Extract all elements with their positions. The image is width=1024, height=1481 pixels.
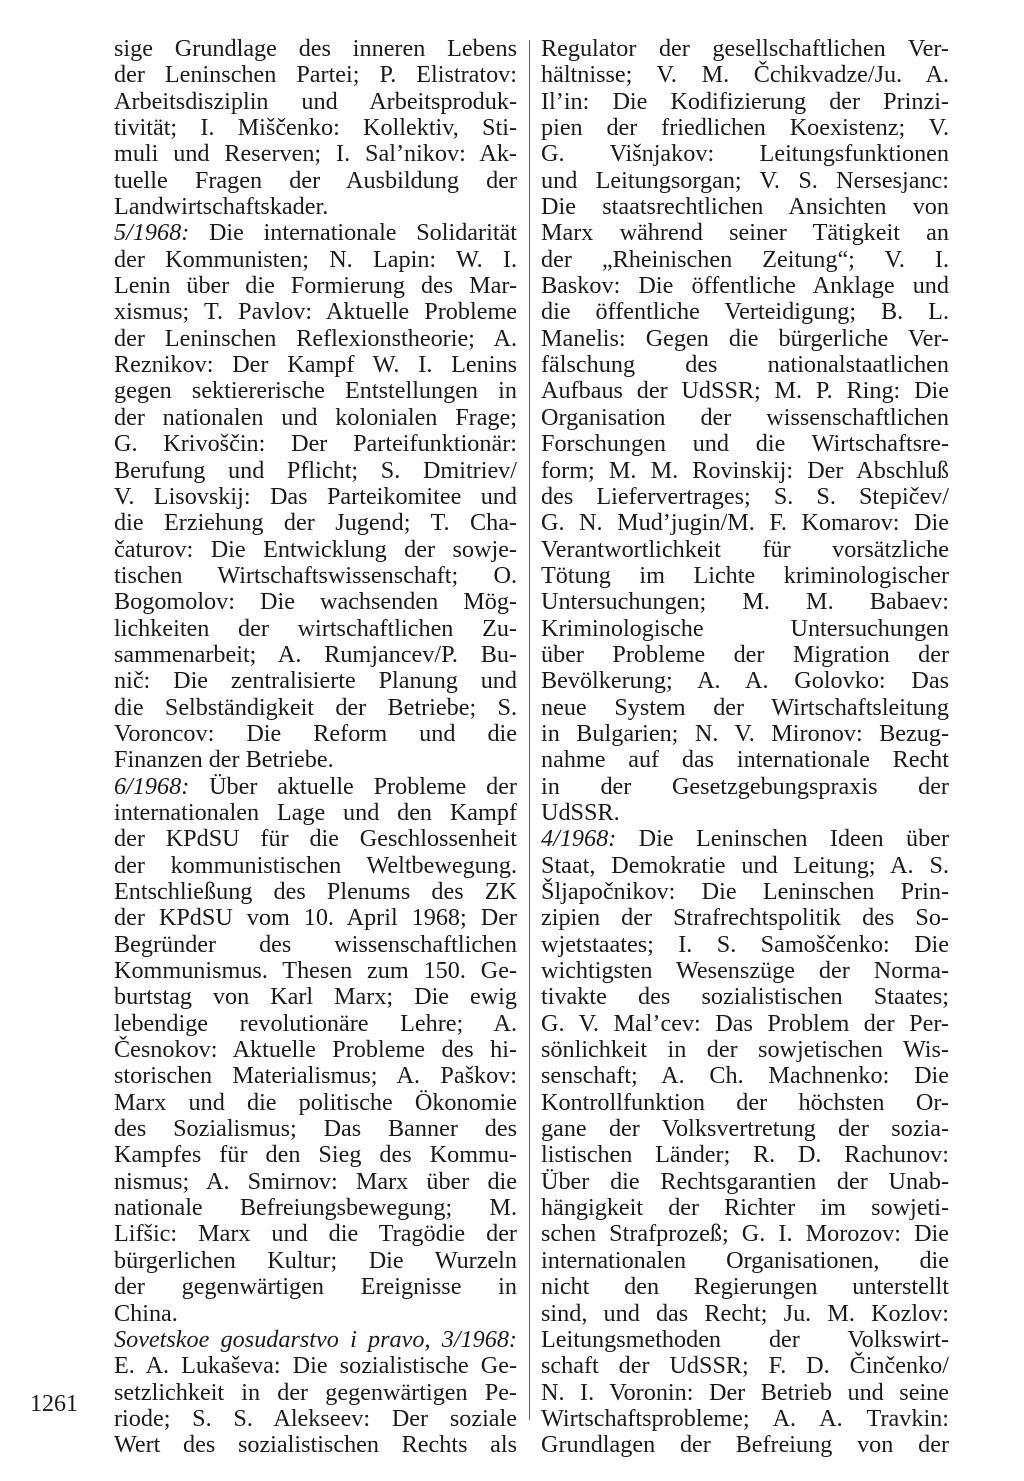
text-line (114, 1432, 517, 1458)
text-line (114, 352, 517, 378)
text-line (114, 1301, 517, 1327)
line-text: die Erziehung der Jugend; T. Cha- (114, 509, 517, 537)
line-text: nationale Befreiungsbewegung; M. (114, 1194, 517, 1222)
text-line (114, 1169, 517, 1195)
text-line (541, 853, 949, 879)
text-line (541, 62, 949, 88)
text-line (541, 1142, 949, 1168)
line-text: der Leninschen Partei; P. Elistratov: (114, 61, 517, 89)
text-line (541, 1195, 949, 1221)
line-text: sind, und das Recht; Ju. M. Kozlov: (541, 1299, 949, 1327)
text-line (541, 1432, 949, 1458)
line-text: hängigkeit der Richter im sowjeti- (541, 1194, 949, 1222)
line-text: Über aktuelle Probleme der (189, 772, 517, 800)
text-line (541, 115, 949, 141)
line-text: internationalen Lage und den Kampf (114, 798, 517, 826)
text-line (541, 1037, 949, 1063)
line-text: nahme auf das internationale Recht (541, 746, 949, 774)
text-line (114, 668, 517, 694)
line-text: Lenin über die Formierung des Mar- (114, 272, 517, 300)
text-line (541, 1301, 949, 1327)
text-line (114, 89, 517, 115)
text-line (541, 458, 949, 484)
text-line (541, 932, 949, 958)
line-text: storischen Materialismus; A. Paškov: (114, 1062, 517, 1090)
text-line (114, 1142, 517, 1168)
text-line (114, 1406, 517, 1432)
line-text: Marx und die politische Ökonomie (114, 1088, 517, 1116)
line-text: tuelle Fragen der Ausbildung der (114, 166, 517, 194)
text-line (541, 905, 949, 931)
text-line (541, 721, 949, 747)
line-text: Bogomolov: Die wachsenden Mög- (114, 588, 517, 616)
line-text: tivität; I. Miščenko: Kollektiv, Sti- (114, 114, 517, 142)
text-line (114, 431, 517, 457)
line-text: Die Leninschen Ideen über (616, 825, 949, 853)
text-line (541, 141, 949, 167)
line-text: nismus; A. Smirnov: Marx über die (114, 1167, 517, 1195)
line-text: der Kommunisten; N. Lapin: W. I. (114, 245, 517, 273)
line-text: Wirtschaftsprobleme; A. A. Travkin: (541, 1404, 949, 1432)
text-line (114, 563, 517, 589)
line-text: des Liefervertrages; S. S. Stepičev/ (541, 482, 949, 510)
text-line (114, 378, 517, 404)
text-line (114, 141, 517, 167)
line-text: riode; S. S. Alekseev: Der soziale (114, 1404, 517, 1432)
issue-label: 4/1968: (541, 825, 617, 853)
text-line (114, 1274, 517, 1300)
text-line (114, 247, 517, 273)
line-text: nič: Die zentralisierte Planung und (114, 667, 517, 695)
line-text: Česnokov: Aktuelle Probleme des hi- (114, 1036, 517, 1064)
line-text: Staat, Demokratie und Leitung; A. S. (541, 851, 949, 879)
text-line (541, 168, 949, 194)
text-line (541, 589, 949, 615)
line-text: hältnisse; V. M. Čchikvadze/Ju. A. (541, 61, 949, 89)
text-line (541, 299, 949, 325)
line-text: Die internationale Solidarität (189, 219, 517, 247)
line-text: Über die Rechtsgarantien der Unab- (541, 1167, 949, 1195)
line-text: Bevölkerung; A. A. Golovko: Das (541, 667, 949, 695)
text-line (541, 668, 949, 694)
text-line (541, 1011, 949, 1037)
line-text: Marx während seiner Tätigkeit an (541, 219, 949, 247)
line-text: Arbeitsdisziplin und Arbeitsproduk- (114, 87, 517, 115)
text-line (541, 879, 949, 905)
line-text: des Sozialismus; Das Banner des (114, 1115, 517, 1143)
line-text: der Leninschen Reflexionstheorie; A. (114, 324, 517, 352)
line-text: Reznikov: Der Kampf W. I. Lenins (114, 351, 517, 379)
line-text: Aufbaus der UdSSR; M. P. Ring: Die (541, 377, 949, 405)
right-column (541, 36, 949, 1459)
line-text: Lifšic: Marx und die Tragödie der (114, 1220, 517, 1248)
text-line (541, 826, 949, 852)
line-text: nicht den Regierungen unterstellt (541, 1273, 949, 1301)
line-text: der gegenwärtigen Ereignisse in (114, 1273, 517, 1301)
text-line (114, 589, 517, 615)
line-text: Kommunismus. Thesen zum 150. Ge- (114, 957, 517, 985)
text-line (114, 800, 517, 826)
line-text: Manelis: Gegen die bürgerliche Ver- (541, 324, 949, 352)
line-text: Organisation der wissenschaftlichen (541, 403, 949, 431)
text-line (541, 1116, 949, 1142)
line-text: tivakte des sozialistischen Staates; (541, 983, 949, 1011)
line-text: zipien der Strafrechtspolitik des So- (541, 904, 949, 932)
text-line (541, 1406, 949, 1432)
line-text: sige Grundlage des inneren Lebens (114, 35, 517, 62)
text-line (114, 905, 517, 931)
page-number: 1261 (30, 1391, 78, 1417)
text-line (541, 1353, 949, 1379)
line-text: wjetstaates; I. S. Samoščenko: Die (541, 930, 949, 958)
line-text: G. N. Mud’jugin/M. F. Komarov: Die (541, 509, 949, 537)
text-line (541, 36, 949, 62)
text-line (541, 405, 949, 431)
line-text: Grundlagen der Befreiung von der (541, 1431, 949, 1459)
text-line (541, 642, 949, 668)
line-text: schaft der UdSSR; F. D. Činčenko/ (541, 1352, 949, 1380)
line-text: listischen Länder; R. D. Rachunov: (541, 1141, 949, 1169)
text-line (114, 458, 517, 484)
text-line (541, 431, 949, 457)
line-text: gegen sektiererische Entstellungen in (114, 377, 517, 405)
line-text: in der Gesetzgebungspraxis der (541, 772, 949, 800)
text-line (114, 1195, 517, 1221)
text-line (541, 774, 949, 800)
text-line (541, 89, 949, 115)
line-text: wichtigsten Wesenszüge der Norma- (541, 957, 949, 985)
line-text: Baskov: Die öffentliche Anklage und (541, 272, 949, 300)
line-text: der nationalen und kolonialen Frage; (114, 403, 517, 431)
column-divider (529, 40, 530, 1420)
line-text: N. I. Voronin: Der Betrieb und seine (541, 1378, 949, 1406)
text-line (541, 352, 949, 378)
line-text: Kontrollfunktion der höchsten Or- (541, 1088, 949, 1116)
text-line (114, 984, 517, 1010)
line-text: lebendige revolutionäre Lehre; A. (114, 1009, 517, 1037)
text-line (541, 1090, 949, 1116)
text-line (114, 220, 517, 246)
text-line (114, 194, 517, 220)
text-line (541, 1380, 949, 1406)
text-line (114, 62, 517, 88)
line-text: Kriminologische Untersuchungen (541, 614, 949, 642)
text-line (114, 826, 517, 852)
line-text: Leitungsmethoden der Volkswirt- (541, 1325, 949, 1353)
line-text: fälschung des nationalstaatlichen (541, 351, 949, 379)
text-line (541, 958, 949, 984)
text-line (114, 695, 517, 721)
line-text: Regulator der gesellschaftlichen Ver- (541, 35, 949, 62)
text-line (541, 1327, 949, 1353)
line-text: čaturov: Die Entwicklung der sowje- (114, 535, 517, 563)
line-text: die öffentliche Verteidigung; B. L. (541, 298, 949, 326)
issue-label: 6/1968: (114, 772, 190, 800)
text-line (541, 326, 949, 352)
text-line (541, 563, 949, 589)
text-line (114, 326, 517, 352)
line-text: die Selbständigkeit der Betriebe; S. (114, 693, 517, 721)
text-line (114, 484, 517, 510)
line-text: setzlichkeit in der gegenwärtigen Pe- (114, 1378, 517, 1406)
line-text: lichkeiten der wirtschaftlichen Zu- (114, 614, 517, 642)
text-line (541, 247, 949, 273)
text-line (541, 1169, 949, 1195)
line-text: Entschließung des Plenums des ZK (114, 878, 517, 905)
line-text: sönlichkeit in der sowjetischen Wis- (541, 1036, 949, 1064)
text-line (541, 273, 949, 299)
line-text: Il’in: Die Kodifizierung der Prinzi- (541, 87, 949, 115)
line-text: bürgerlichen Kultur; Die Wurzeln (114, 1246, 517, 1274)
text-line (114, 879, 517, 905)
line-text: tischen Wirtschaftswissenschaft; O. (114, 561, 517, 589)
text-line (541, 484, 949, 510)
line-text: Tötung im Lichte kriminologischer (541, 561, 949, 589)
text-line (541, 695, 949, 721)
left-column (114, 36, 517, 1459)
line-text: form; M. M. Rovinskij: Der Abschluß (541, 456, 949, 484)
text-line (541, 220, 949, 246)
issue-label: Sovetskoe gosudarstvo i pravo, 3/1968: (114, 1325, 517, 1353)
text-line (114, 510, 517, 536)
text-line (114, 1116, 517, 1142)
line-text: der kommunistischen Weltbewegung. (114, 851, 517, 879)
line-text: Verantwortlichkeit für vorsätzliche (541, 535, 949, 563)
text-line (114, 168, 517, 194)
line-text: Die staatsrechtlichen Ansichten von (541, 193, 949, 221)
line-text: xismus; T. Pavlov: Aktuelle Probleme (114, 298, 517, 326)
line-text: UdSSR. (541, 798, 620, 826)
text-line (114, 1353, 517, 1379)
line-text: sammenarbeit; A. Rumjancev/P. Bu- (114, 640, 517, 668)
line-text: Kampfes für den Sieg des Kommu- (114, 1141, 517, 1169)
line-text: G. Višnjakov: Leitungsfunktionen (541, 140, 949, 168)
line-text: Wert des sozialistischen Rechts als (114, 1431, 517, 1459)
text-line (114, 1090, 517, 1116)
text-line (541, 984, 949, 1010)
text-line (114, 1011, 517, 1037)
text-line (114, 642, 517, 668)
text-line (541, 537, 949, 563)
text-line (114, 36, 517, 62)
text-line (114, 405, 517, 431)
text-line (541, 1274, 949, 1300)
text-line (541, 510, 949, 536)
text-line (541, 616, 949, 642)
text-line (541, 1063, 949, 1089)
line-text: Begründer des wissenschaftlichen (114, 930, 517, 958)
text-line (114, 747, 517, 773)
text-line (114, 1221, 517, 1247)
line-text: der KPdSU vom 10. April 1968; Der (114, 904, 517, 932)
line-text: und Leitungsorgan; V. S. Nersesjanc: (541, 166, 949, 194)
text-line (114, 273, 517, 299)
text-line (114, 1380, 517, 1406)
text-line (541, 378, 949, 404)
line-text: Landwirtschaftskader. (114, 193, 329, 221)
text-line (541, 1221, 949, 1247)
line-text: internationalen Organisationen, die (541, 1246, 949, 1274)
line-text: Finanzen der Betriebe. (114, 746, 334, 774)
text-line (114, 115, 517, 141)
text-line (541, 800, 949, 826)
line-text: G. Krivoščin: Der Parteifunktionär: (114, 430, 517, 458)
text-line (114, 1327, 517, 1353)
text-line (114, 774, 517, 800)
line-text: Untersuchungen; M. M. Babaev: (541, 588, 949, 616)
line-text: pien der friedlichen Koexistenz; V. (541, 114, 949, 142)
text-line (114, 616, 517, 642)
line-text: über Probleme der Migration der (541, 640, 949, 668)
issue-label: 5/1968: (114, 219, 190, 247)
line-text: muli und Reserven; I. Sal’nikov: Ak- (114, 140, 517, 168)
line-text: der „Rheinischen Zeitung“; V. I. (541, 245, 949, 273)
text-line (114, 537, 517, 563)
line-text: E. A. Lukaševa: Die sozialistische Ge- (114, 1352, 517, 1380)
text-line (114, 299, 517, 325)
text-line (114, 1037, 517, 1063)
line-text: China. (114, 1299, 178, 1327)
line-text: schen Strafprozeß; G. I. Morozov: Die (541, 1220, 949, 1248)
line-text: G. V. Mal’cev: Das Problem der Per- (541, 1009, 949, 1037)
text-line (114, 1063, 517, 1089)
line-text: Forschungen und die Wirtschaftsre- (541, 430, 949, 458)
line-text: burtstag von Karl Marx; Die ewig (114, 983, 517, 1011)
line-text: Šljapočnikov: Die Leninschen Prin- (541, 878, 949, 905)
text-line (114, 853, 517, 879)
line-text: Berufung und Pflicht; S. Dmitriev/ (114, 456, 517, 484)
text-line (541, 1248, 949, 1274)
line-text: Voroncov: Die Reform und die (114, 719, 517, 747)
text-line (541, 747, 949, 773)
line-text: gane der Volksvertretung der sozia- (541, 1115, 949, 1143)
text-line (114, 932, 517, 958)
line-text: senschaft; A. Ch. Machnenko: Die (541, 1062, 949, 1090)
text-line (541, 194, 949, 220)
line-text: der KPdSU für die Geschlossenheit (114, 825, 517, 853)
line-text: neue System der Wirtschaftsleitung (541, 693, 949, 721)
text-line (114, 1248, 517, 1274)
text-line (114, 958, 517, 984)
text-line (114, 721, 517, 747)
line-text: in Bulgarien; N. V. Mironov: Bezug- (541, 719, 949, 747)
line-text: V. Lisovskij: Das Parteikomitee und (114, 482, 517, 510)
